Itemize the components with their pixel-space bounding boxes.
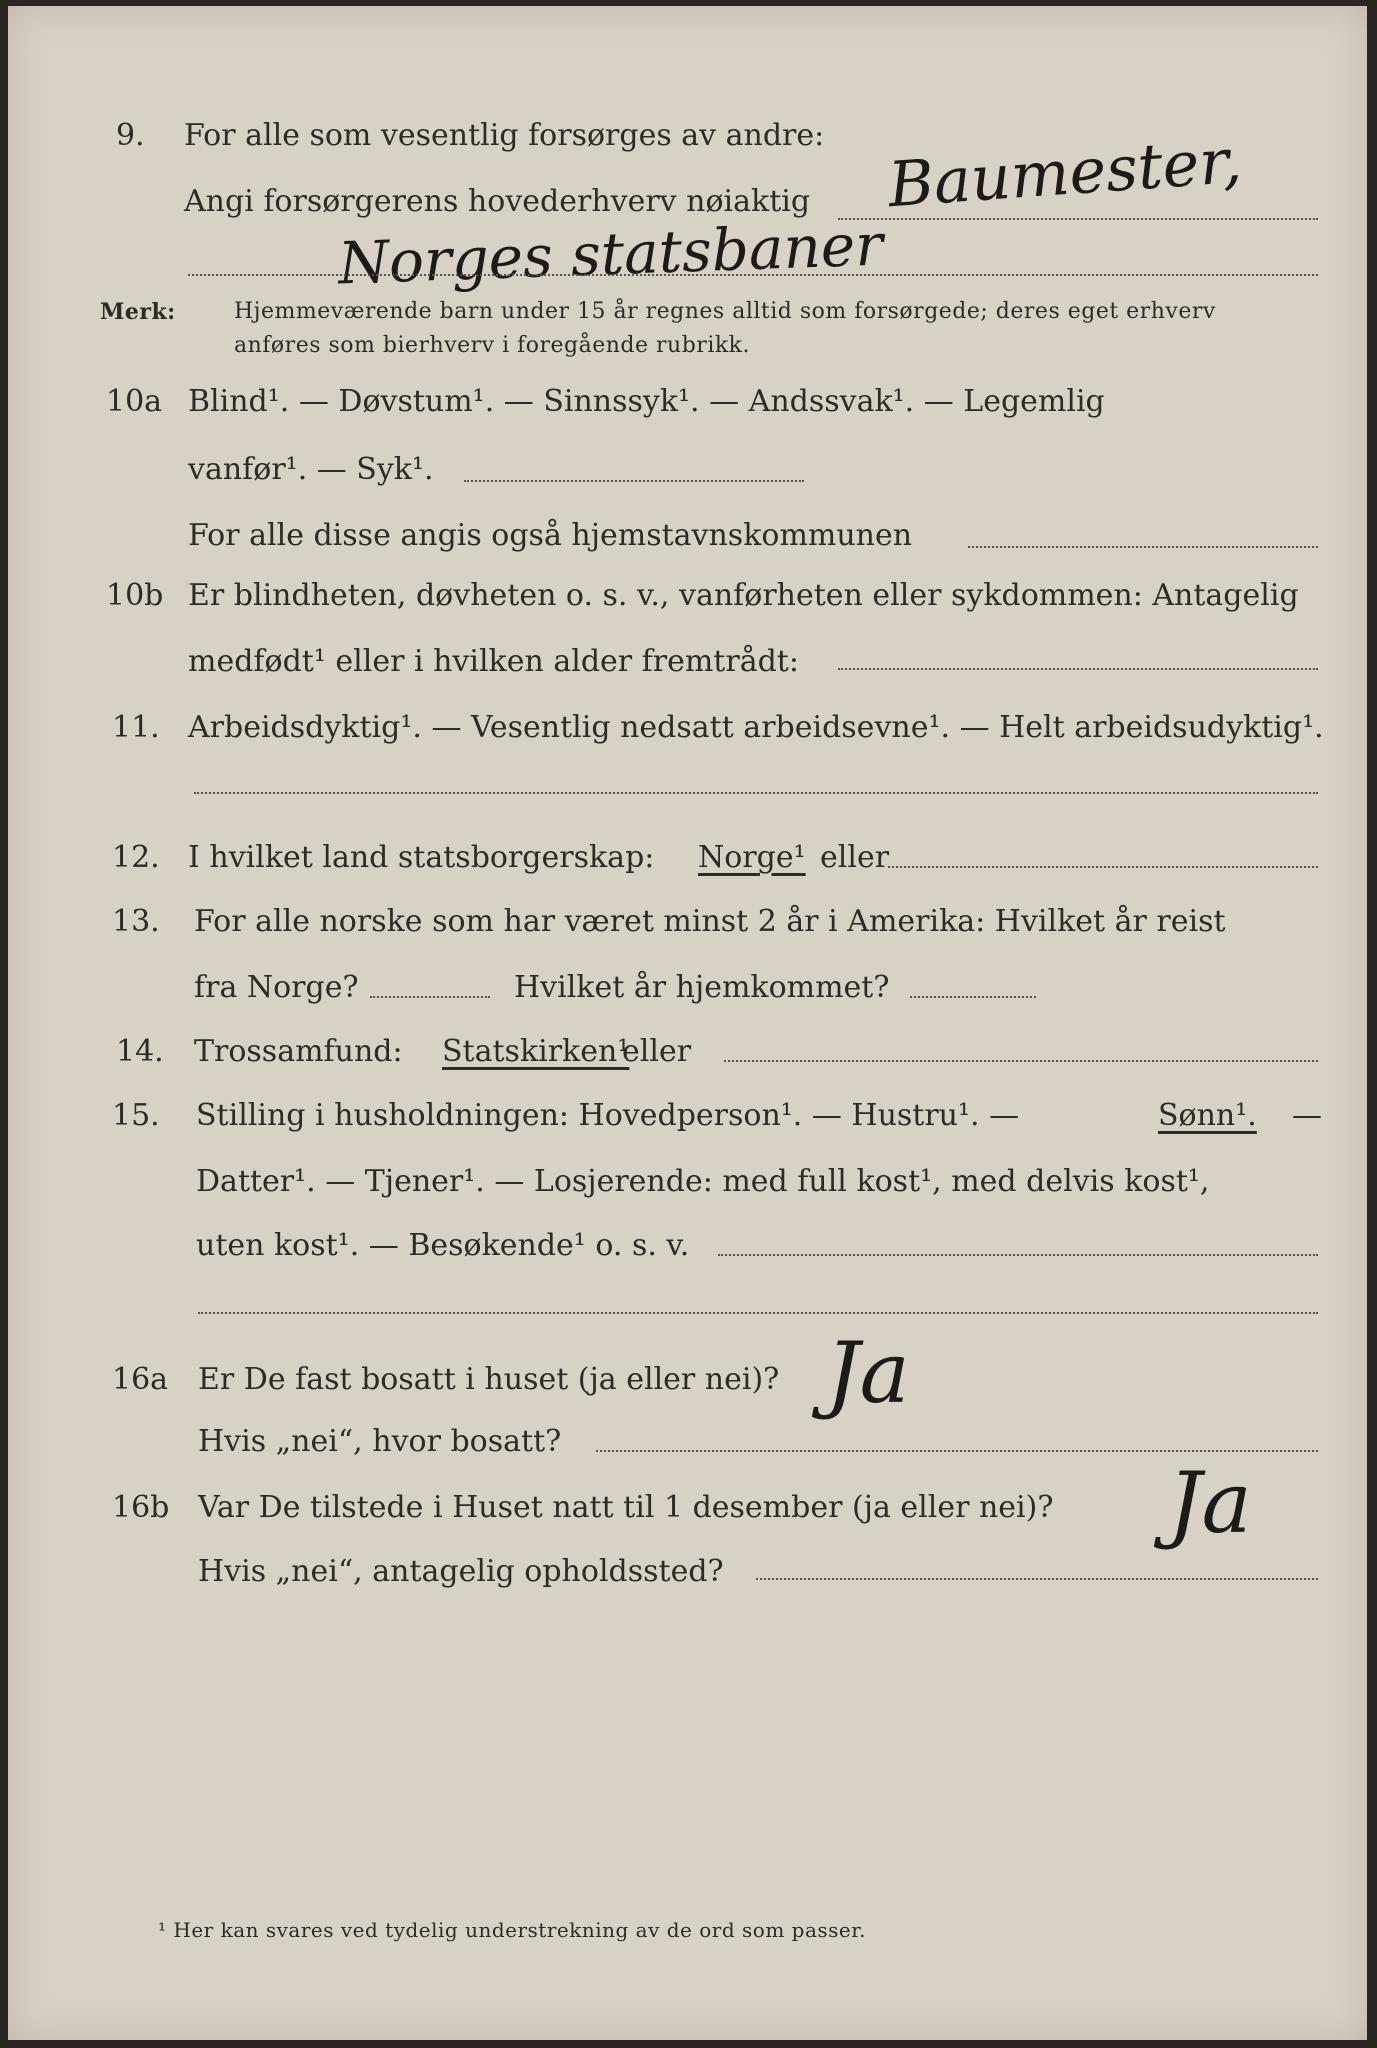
q15-answer-line (718, 1254, 1318, 1256)
q16b-answer-line (756, 1578, 1318, 1580)
q9-answer-line-2 (188, 274, 1318, 276)
q16b-line2: Hvis „nei“, antagelig opholdssted? (198, 1554, 724, 1589)
q10a-line3: For alle disse angis også hjemstavnskommunen (188, 518, 913, 553)
q12-number: 12. (112, 840, 160, 875)
q9-handwritten-occupation: Baumester, (885, 123, 1245, 222)
footnote: ¹ Her kan svares ved tydelig understrekning av de ord som passer. (158, 1918, 866, 1942)
q13-line1: For alle norske som har været minst 2 år i Amerika: Hvilket år reist (194, 904, 1226, 939)
q9-answer-line (838, 218, 1318, 220)
q13-year-returned-line (910, 996, 1036, 998)
q15-line3: uten kost¹. — Besøkende¹ o. s. v. (196, 1228, 690, 1263)
q16a-line2: Hvis „nei“, hvor bosatt? (198, 1424, 562, 1459)
q10a-line1: Blind¹. — Døvstum¹. — Sinnssyk¹. — Andssvak¹. — Legemlig (188, 384, 1105, 419)
q16a-handwritten-answer: Ja (826, 1324, 910, 1422)
q16a-line1: Er De fast bosatt i huset (ja eller nei)? (198, 1362, 780, 1397)
q9-line1: For alle som vesentlig forsørges av andre: (184, 118, 825, 153)
census-form-page (8, 6, 1367, 2040)
q11-number: 11. (112, 710, 160, 745)
q9-handwritten-employer: Norges statsbaner (336, 210, 884, 298)
q10a-answer-line (464, 480, 804, 482)
q9-line2: Angi forsørgerens hovederhverv nøiaktig (184, 184, 811, 219)
q15-line1: Stilling i husholdningen: Hovedperson¹. — Hustru¹. — (196, 1098, 1020, 1133)
q12-prefix: I hvilket land statsborgerskap: (188, 840, 655, 875)
q13-part-b: Hvilket år hjemkommet? (514, 970, 890, 1005)
q10a-number: 10a (106, 384, 163, 419)
q15-answer-line-2 (198, 1312, 1318, 1314)
q10a-line2: vanfør¹. — Syk¹. (188, 452, 434, 487)
q16b-line1: Var De tilstede i Huset natt til 1 desember (ja eller nei)? (198, 1490, 1054, 1525)
q10b-line2: medfødt¹ eller i hvilken alder fremtrådt: (188, 644, 799, 679)
q16b-number: 16b (112, 1490, 170, 1525)
q12-norge: Norge¹ (698, 840, 806, 875)
q11-line1: Arbeidsdyktig¹. — Vesentlig nedsatt arbeidsevne¹. — Helt arbeidsudyktig¹. (188, 710, 1324, 745)
q10b-line1: Er blindheten, døvheten o. s. v., vanførheten eller sykdommen: Antagelig (188, 578, 1299, 613)
q14-prefix: Trossamfund: (194, 1034, 403, 1069)
q14-number: 14. (116, 1034, 164, 1069)
q13-part-a: fra Norge? (194, 970, 359, 1005)
q15-dash: — (1292, 1098, 1322, 1133)
q13-year-left-line (370, 996, 490, 998)
q15-line2: Datter¹. — Tjener¹. — Losjerende: med full kost¹, med delvis kost¹, (196, 1164, 1210, 1199)
merk-line2: anføres som bierhverv i foregående rubrikk. (234, 333, 751, 358)
q13-number: 13. (112, 904, 160, 939)
q15-number: 15. (112, 1098, 160, 1133)
q11-answer-line (194, 792, 1318, 794)
q12-suffix: eller (820, 840, 890, 875)
q10b-answer-line (838, 668, 1318, 670)
merk-line1: Hjemmeværende barn under 15 år regnes alltid som forsørgede; deres eget erhverv (234, 299, 1216, 324)
q10a-municipality-line (968, 546, 1318, 548)
q14-answer-line (724, 1060, 1318, 1062)
q10b-number: 10b (106, 578, 164, 613)
q14-suffix: eller (622, 1034, 692, 1069)
q16a-number: 16a (112, 1362, 169, 1397)
q9-number: 9. (116, 118, 145, 153)
q16b-handwritten-answer: Ja (1168, 1454, 1252, 1552)
merk-label: Merk: (100, 299, 176, 325)
q14-statskirken: Statskirken¹ (442, 1034, 630, 1069)
q12-answer-line (888, 866, 1318, 868)
q15-sonn: Sønn¹. (1158, 1098, 1257, 1133)
q16a-answer-line (596, 1450, 1318, 1452)
